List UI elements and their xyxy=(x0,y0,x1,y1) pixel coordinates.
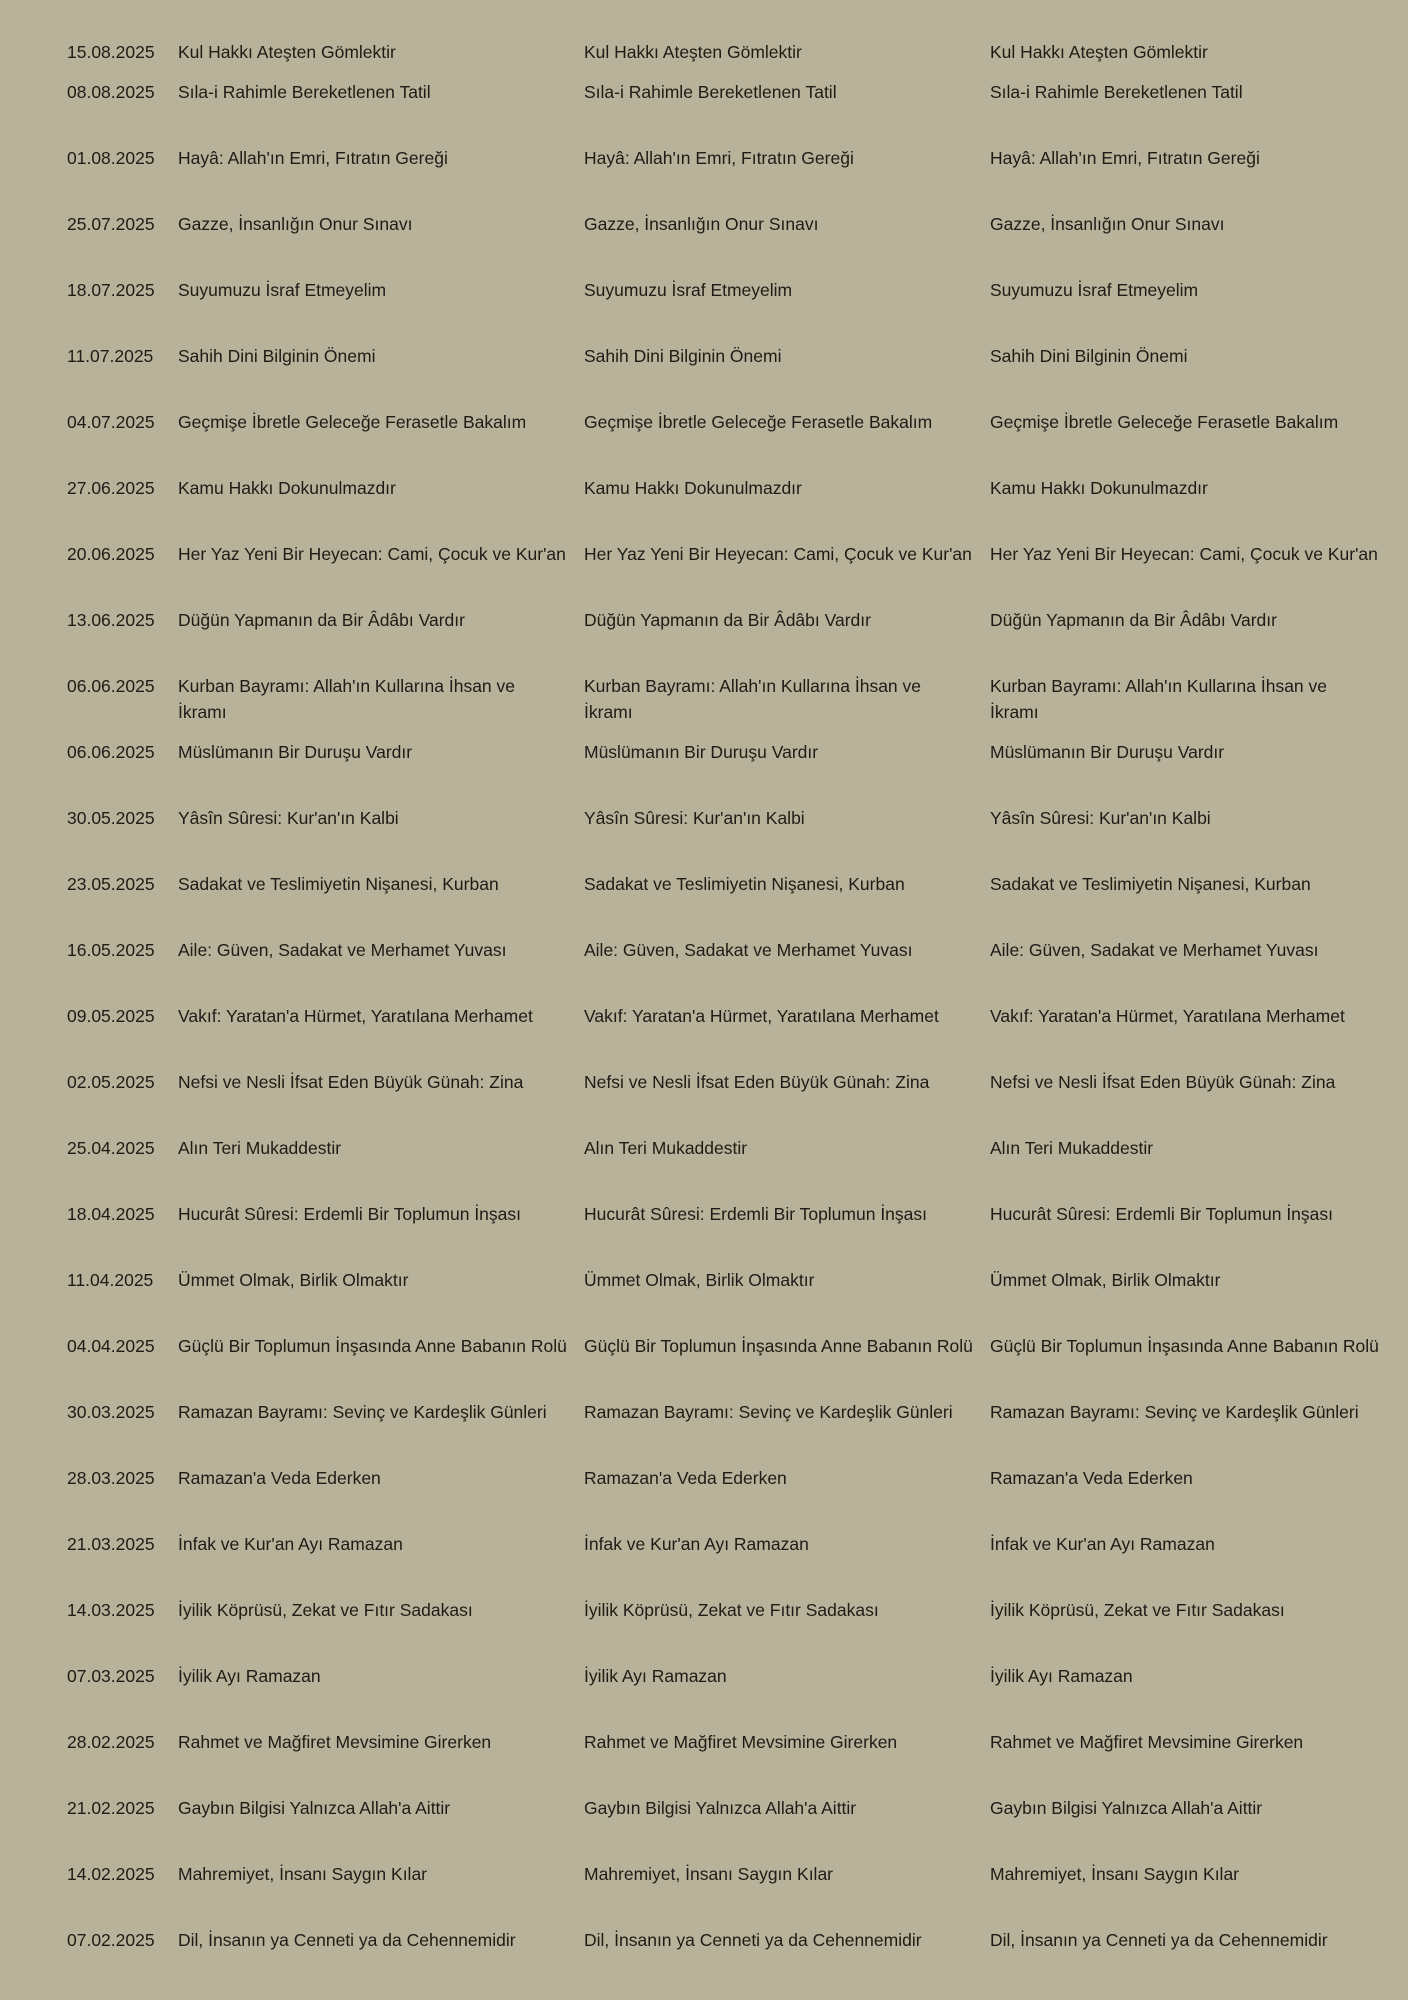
row-date: 13.06.2025 xyxy=(67,610,155,630)
row-title-col-1[interactable]: Mahremiyet, İnsanı Saygın Kılar xyxy=(178,1864,427,1884)
table-row xyxy=(0,211,1408,271)
row-title-col-3[interactable]: Aile: Güven, Sadakat ve Merhamet Yuvası xyxy=(990,940,1319,960)
table-row xyxy=(0,1597,1408,1657)
row-title-col-3[interactable]: Sıla-i Rahimle Bereketlenen Tatil xyxy=(990,82,1243,102)
row-title-col-1[interactable]: Müslümanın Bir Duruşu Vardır xyxy=(178,742,413,762)
row-title-col-1[interactable]: Kul Hakkı Ateşten Gömlektir xyxy=(178,42,396,62)
row-title-col-1[interactable]: Alın Teri Mukaddestir xyxy=(178,1138,342,1158)
row-title-col-1[interactable]: Yâsîn Sûresi: Kur'an'ın Kalbi xyxy=(178,808,399,828)
row-title-col-2[interactable]: Yâsîn Sûresi: Kur'an'ın Kalbi xyxy=(584,808,805,828)
table-row xyxy=(0,1003,1408,1063)
row-title-col-3[interactable]: Her Yaz Yeni Bir Heyecan: Cami, Çocuk ve Kur'an xyxy=(990,544,1378,564)
table-row xyxy=(0,607,1408,667)
row-title-col-2[interactable]: İnfak ve Kur'an Ayı Ramazan xyxy=(584,1534,809,1554)
row-date: 11.07.2025 xyxy=(67,346,154,366)
row-title-col-3[interactable]: Ramazan Bayramı: Sevinç ve Kardeşlik Günleri xyxy=(990,1402,1359,1422)
row-date: 01.08.2025 xyxy=(67,148,155,168)
row-title-col-2[interactable]: Kamu Hakkı Dokunulmazdır xyxy=(584,478,802,498)
row-title-col-1[interactable]: Rahmet ve Mağfiret Mevsimine Girerken xyxy=(178,1732,492,1752)
row-title-col-3[interactable]: Düğün Yapmanın da Bir Âdâbı Vardır xyxy=(990,610,1277,630)
table-row xyxy=(0,1267,1408,1327)
row-title-col-2[interactable]: Düğün Yapmanın da Bir Âdâbı Vardır xyxy=(584,610,871,630)
row-title-col-2[interactable]: Mahremiyet, İnsanı Saygın Kılar xyxy=(584,1864,833,1884)
row-date: 02.05.2025 xyxy=(67,1072,155,1092)
row-title-col-2[interactable]: Ramazan Bayramı: Sevinç ve Kardeşlik Günleri xyxy=(584,1402,953,1422)
table-row xyxy=(0,739,1408,799)
table-row xyxy=(0,1861,1408,1921)
row-title-col-3[interactable]: Güçlü Bir Toplumun İnşasında Anne Babanın Rolü xyxy=(990,1336,1379,1356)
row-title-col-1[interactable]: Suyumuzu İsraf Etmeyelim xyxy=(178,280,387,300)
row-date: 11.04.2025 xyxy=(67,1270,154,1290)
row-date: 18.07.2025 xyxy=(67,280,155,300)
row-title-col-2[interactable]: Müslümanın Bir Duruşu Vardır xyxy=(584,742,819,762)
row-date: 30.05.2025 xyxy=(67,808,155,828)
row-title-col-3[interactable]: İnfak ve Kur'an Ayı Ramazan xyxy=(990,1534,1215,1554)
row-title-col-1[interactable]: Hayâ: Allah'ın Emri, Fıtratın Gereği xyxy=(178,148,448,168)
row-title-col-1[interactable]: Kamu Hakkı Dokunulmazdır xyxy=(178,478,396,498)
row-title-col-1[interactable]: Gaybın Bilgisi Yalnızca Allah'a Aittir xyxy=(178,1798,451,1818)
row-title-col-3[interactable]: Hucurât Sûresi: Erdemli Bir Toplumun İnşası xyxy=(990,1204,1334,1224)
row-title-col-2[interactable]: Güçlü Bir Toplumun İnşasında Anne Babanın Rolü xyxy=(584,1336,973,1356)
row-title-col-3[interactable]: Vakıf: Yaratan'a Hürmet, Yaratılana Merhamet xyxy=(990,1006,1345,1026)
row-date: 15.08.2025 xyxy=(67,42,155,62)
row-date: 23.05.2025 xyxy=(67,874,155,894)
row-title-col-3[interactable]: Hayâ: Allah'ın Emri, Fıtratın Gereği xyxy=(990,148,1260,168)
table-row xyxy=(0,343,1408,403)
row-title-col-1[interactable]: Ramazan'a Veda Ederken xyxy=(178,1468,381,1488)
row-title-col-1[interactable]: Vakıf: Yaratan'a Hürmet, Yaratılana Merhamet xyxy=(178,1006,533,1026)
row-date: 25.04.2025 xyxy=(67,1138,155,1158)
row-title-col-1[interactable]: İyilik Ayı Ramazan xyxy=(178,1666,321,1686)
row-title-col-3[interactable]: Kul Hakkı Ateşten Gömlektir xyxy=(990,42,1208,62)
row-date: 07.02.2025 xyxy=(67,1930,155,1950)
row-title-col-2[interactable]: Dil, İnsanın ya Cenneti ya da Cehennemidir xyxy=(584,1930,922,1950)
row-title-col-3[interactable]: Sadakat ve Teslimiyetin Nişanesi, Kurban xyxy=(990,874,1311,894)
table-row xyxy=(0,871,1408,931)
row-date: 28.02.2025 xyxy=(67,1732,155,1752)
row-title-col-3[interactable]: Sahih Dini Bilginin Önemi xyxy=(990,346,1188,366)
row-title-col-1[interactable]: Düğün Yapmanın da Bir Âdâbı Vardır xyxy=(178,610,465,630)
row-title-col-2[interactable]: Sadakat ve Teslimiyetin Nişanesi, Kurban xyxy=(584,874,905,894)
row-title-col-3[interactable]: Kamu Hakkı Dokunulmazdır xyxy=(990,478,1208,498)
row-title-col-3[interactable]: İyilik Köprüsü, Zekat ve Fıtır Sadakası xyxy=(990,1600,1285,1620)
table-row xyxy=(0,1399,1408,1459)
row-title-col-2[interactable]: Aile: Güven, Sadakat ve Merhamet Yuvası xyxy=(584,940,913,960)
row-title-col-2[interactable]: Gaybın Bilgisi Yalnızca Allah'a Aittir xyxy=(584,1798,857,1818)
row-title-col-3[interactable]: İyilik Ayı Ramazan xyxy=(990,1666,1133,1686)
row-title-col-2[interactable]: Hucurât Sûresi: Erdemli Bir Toplumun İnşası xyxy=(584,1204,928,1224)
row-date: 25.07.2025 xyxy=(67,214,155,234)
table-row xyxy=(0,277,1408,337)
row-title-col-2[interactable]: Rahmet ve Mağfiret Mevsimine Girerken xyxy=(584,1732,898,1752)
row-title-col-1[interactable]: Kurban Bayramı: Allah'ın Kullarına İhsan ve İkramı xyxy=(178,676,516,722)
table-row xyxy=(0,673,1408,733)
table-row xyxy=(0,1927,1408,1987)
row-title-col-3[interactable]: Gazze, İnsanlığın Onur Sınavı xyxy=(990,214,1225,234)
row-title-col-2[interactable]: Vakıf: Yaratan'a Hürmet, Yaratılana Merhamet xyxy=(584,1006,939,1026)
row-title-col-2[interactable]: Suyumuzu İsraf Etmeyelim xyxy=(584,280,793,300)
row-title-col-1[interactable]: İnfak ve Kur'an Ayı Ramazan xyxy=(178,1534,403,1554)
row-title-col-1[interactable]: Hucurât Sûresi: Erdemli Bir Toplumun İnşası xyxy=(178,1204,522,1224)
table-row xyxy=(0,1531,1408,1591)
row-title-col-2[interactable]: Hayâ: Allah'ın Emri, Fıtratın Gereği xyxy=(584,148,854,168)
row-date: 21.03.2025 xyxy=(67,1534,155,1554)
row-title-col-3[interactable]: Müslümanın Bir Duruşu Vardır xyxy=(990,742,1225,762)
row-title-col-2[interactable]: Nefsi ve Nesli İfsat Eden Büyük Günah: Zina xyxy=(584,1072,930,1092)
row-title-col-2[interactable]: İyilik Köprüsü, Zekat ve Fıtır Sadakası xyxy=(584,1600,879,1620)
row-title-col-3[interactable]: Rahmet ve Mağfiret Mevsimine Girerken xyxy=(990,1732,1304,1752)
row-title-col-2[interactable]: Her Yaz Yeni Bir Heyecan: Cami, Çocuk ve Kur'an xyxy=(584,544,972,564)
row-title-col-2[interactable]: Kurban Bayramı: Allah'ın Kullarına İhsan ve İkramı xyxy=(584,676,922,722)
row-title-col-1[interactable]: Aile: Güven, Sadakat ve Merhamet Yuvası xyxy=(178,940,507,960)
row-title-col-3[interactable]: Suyumuzu İsraf Etmeyelim xyxy=(990,280,1199,300)
table-row xyxy=(0,541,1408,601)
row-date: 30.03.2025 xyxy=(67,1402,155,1422)
table-row xyxy=(0,1795,1408,1855)
table-row xyxy=(0,475,1408,535)
row-title-col-2[interactable]: İyilik Ayı Ramazan xyxy=(584,1666,727,1686)
row-title-col-2[interactable]: Sahih Dini Bilginin Önemi xyxy=(584,346,782,366)
row-date: 28.03.2025 xyxy=(67,1468,155,1488)
row-title-col-1[interactable]: Nefsi ve Nesli İfsat Eden Büyük Günah: Zina xyxy=(178,1072,524,1092)
table-row xyxy=(0,1333,1408,1393)
row-title-col-3[interactable]: Ümmet Olmak, Birlik Olmaktır xyxy=(990,1270,1221,1290)
row-title-col-1[interactable]: Sıla-i Rahimle Bereketlenen Tatil xyxy=(178,82,431,102)
row-title-col-2[interactable]: Sıla-i Rahimle Bereketlenen Tatil xyxy=(584,82,837,102)
row-title-col-1[interactable]: Ümmet Olmak, Birlik Olmaktır xyxy=(178,1270,409,1290)
row-title-col-2[interactable]: Gazze, İnsanlığın Onur Sınavı xyxy=(584,214,819,234)
row-title-col-3[interactable]: Alın Teri Mukaddestir xyxy=(990,1138,1154,1158)
row-date: 20.06.2025 xyxy=(67,544,155,564)
row-title-col-2[interactable]: Kul Hakkı Ateşten Gömlektir xyxy=(584,42,802,62)
row-title-col-3[interactable]: Mahremiyet, İnsanı Saygın Kılar xyxy=(990,1864,1239,1884)
row-title-col-1[interactable]: Her Yaz Yeni Bir Heyecan: Cami, Çocuk ve Kur'an xyxy=(178,544,566,564)
row-title-col-1[interactable]: Sadakat ve Teslimiyetin Nişanesi, Kurban xyxy=(178,874,499,894)
table-row xyxy=(0,409,1408,469)
row-title-col-1[interactable]: İyilik Köprüsü, Zekat ve Fıtır Sadakası xyxy=(178,1600,473,1620)
row-title-col-1[interactable]: Dil, İnsanın ya Cenneti ya da Cehennemidir xyxy=(178,1930,516,1950)
row-date: 06.06.2025 xyxy=(67,742,155,762)
table-row xyxy=(0,145,1408,205)
row-title-col-1[interactable]: Güçlü Bir Toplumun İnşasında Anne Babanın Rolü xyxy=(178,1336,567,1356)
row-date: 07.03.2025 xyxy=(67,1666,155,1686)
row-title-col-3[interactable]: Yâsîn Sûresi: Kur'an'ın Kalbi xyxy=(990,808,1211,828)
row-date: 27.06.2025 xyxy=(67,478,155,498)
row-date: 09.05.2025 xyxy=(67,1006,155,1026)
table-row xyxy=(0,1069,1408,1129)
row-date: 04.07.2025 xyxy=(67,412,155,432)
row-title-col-3[interactable]: Geçmişe İbretle Geleceğe Ferasetle Bakalım xyxy=(990,412,1339,432)
row-title-col-3[interactable]: Kurban Bayramı: Allah'ın Kullarına İhsan ve İkramı xyxy=(990,676,1328,722)
table-row xyxy=(0,805,1408,865)
row-title-col-3[interactable]: Ramazan'a Veda Ederken xyxy=(990,1468,1193,1488)
row-title-col-3[interactable]: Dil, İnsanın ya Cenneti ya da Cehennemidir xyxy=(990,1930,1328,1950)
table-row xyxy=(0,79,1408,139)
table-row xyxy=(0,1201,1408,1261)
row-date: 18.04.2025 xyxy=(67,1204,155,1224)
row-title-col-1[interactable]: Gazze, İnsanlığın Onur Sınavı xyxy=(178,214,413,234)
table-row xyxy=(0,1729,1408,1789)
row-date: 21.02.2025 xyxy=(67,1798,155,1818)
row-title-col-3[interactable]: Gaybın Bilgisi Yalnızca Allah'a Aittir xyxy=(990,1798,1263,1818)
row-title-col-3[interactable]: Nefsi ve Nesli İfsat Eden Büyük Günah: Zina xyxy=(990,1072,1336,1092)
table-row xyxy=(0,937,1408,997)
row-date: 08.08.2025 xyxy=(67,82,155,102)
row-date: 16.05.2025 xyxy=(67,940,155,960)
table-row xyxy=(0,1465,1408,1525)
row-date: 04.04.2025 xyxy=(67,1336,155,1356)
row-date: 14.02.2025 xyxy=(67,1864,155,1884)
row-date: 14.03.2025 xyxy=(67,1600,155,1620)
row-title-col-2[interactable]: Alın Teri Mukaddestir xyxy=(584,1138,748,1158)
row-title-col-1[interactable]: Geçmişe İbretle Geleceğe Ferasetle Bakalım xyxy=(178,412,527,432)
table-row xyxy=(0,1663,1408,1723)
table-row xyxy=(0,1135,1408,1195)
row-title-col-2[interactable]: Ümmet Olmak, Birlik Olmaktır xyxy=(584,1270,815,1290)
row-title-col-2[interactable]: Ramazan'a Veda Ederken xyxy=(584,1468,787,1488)
row-title-col-2[interactable]: Geçmişe İbretle Geleceğe Ferasetle Bakalım xyxy=(584,412,933,432)
row-date: 06.06.2025 xyxy=(67,676,155,696)
row-title-col-1[interactable]: Ramazan Bayramı: Sevinç ve Kardeşlik Günleri xyxy=(178,1402,547,1422)
row-title-col-1[interactable]: Sahih Dini Bilginin Önemi xyxy=(178,346,376,366)
